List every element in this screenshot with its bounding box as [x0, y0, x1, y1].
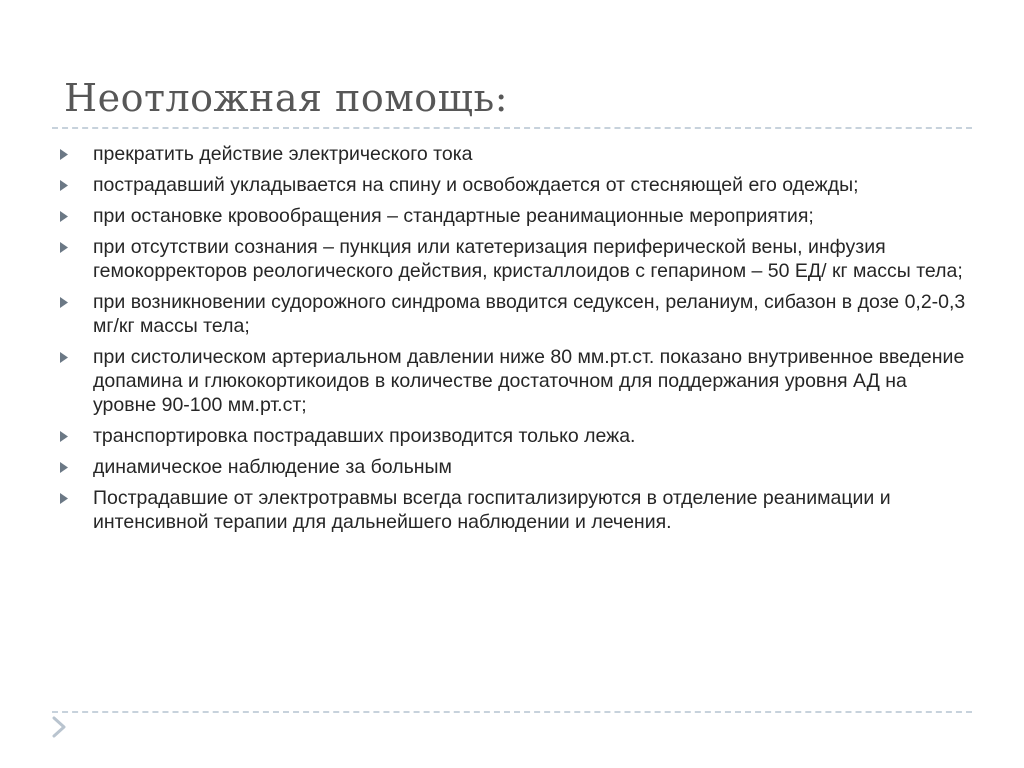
list-item-text: при возникновении судорожного синдрома вводится седуксен, реланиум, сибазон в дозе 0,2-0,3 мг/кг массы тела; [93, 291, 966, 337]
list-item [60, 290, 972, 338]
slide-title: Неотложная помощь: [64, 76, 508, 120]
triangle-bullet-icon [60, 297, 68, 308]
list-item [60, 345, 972, 417]
triangle-bullet-icon [60, 431, 68, 442]
triangle-bullet-icon [60, 462, 68, 473]
list-item [60, 424, 972, 448]
list-item [60, 486, 972, 534]
list-item [60, 455, 972, 479]
list-item-text: Пострадавшие от электротравмы всегда госпитализируются в отделение реанимации и интенсивной терапии для дальнейшего наблюдении и лечения. [93, 487, 891, 533]
list-item-text: пострадавший укладывается на спину и освобождается от стесняющей его одежды; [93, 174, 859, 196]
list-item [60, 173, 972, 197]
triangle-bullet-icon [60, 180, 68, 191]
chevron-right-icon [52, 716, 66, 738]
list-item-text: при остановке кровообращения – стандартные реанимационные мероприятия; [93, 205, 814, 227]
list-item [60, 142, 972, 166]
list-item [60, 204, 972, 228]
triangle-bullet-icon [60, 493, 68, 504]
triangle-bullet-icon [60, 352, 68, 363]
triangle-bullet-icon [60, 149, 68, 160]
list-item [60, 235, 972, 283]
list-item-text: при отсутствии сознания – пункция или катетеризация периферической вены, инфузия гемокорректоров реологического действия, кристаллоидов с гепарином – 50 ЕД/ кг массы тела; [93, 236, 963, 282]
footer-divider [52, 711, 972, 713]
triangle-bullet-icon [60, 211, 68, 222]
list-item-text: при систолическом артериальном давлении ниже 80 мм.рт.ст. показано внутривенное введение допамина и глюкокортикоидов в количестве достаточном для поддержания уровня АД на уровне 90-100 мм.рт.ст; [93, 346, 965, 416]
triangle-bullet-icon [60, 242, 68, 253]
title-divider [52, 127, 972, 129]
list-item-text: транспортировка пострадавших производится только лежа. [93, 425, 636, 447]
list-item-text: прекратить действие электрического тока [93, 143, 473, 165]
bullet-list [60, 142, 972, 541]
list-item-text: динамическое наблюдение за больным [93, 456, 452, 478]
